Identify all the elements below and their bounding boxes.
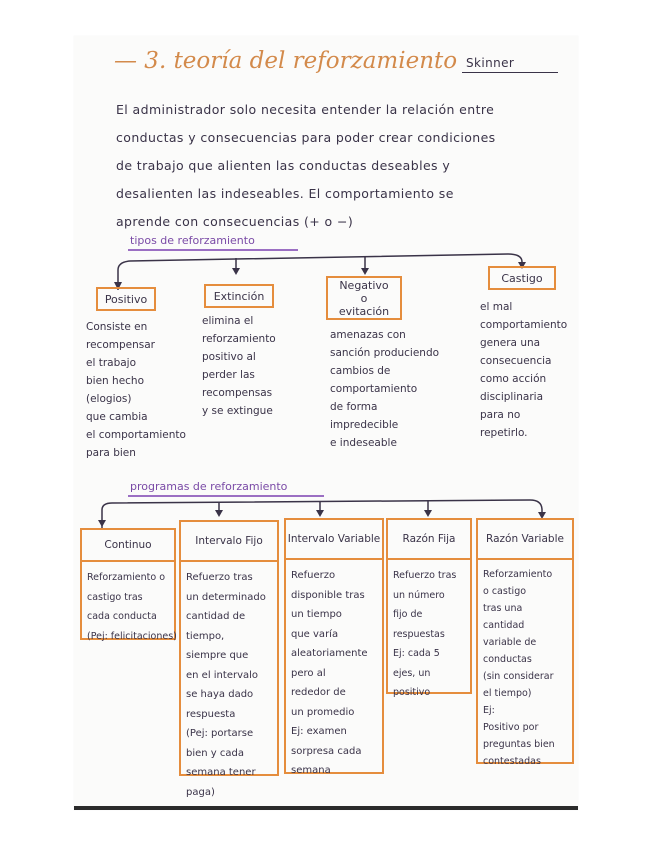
desc-line: para no bbox=[480, 409, 521, 421]
types-heading: tipos de reforzamiento bbox=[130, 234, 255, 247]
program-line: (sin considerar bbox=[483, 671, 554, 682]
desc-line: como acción bbox=[480, 373, 547, 385]
desc-line: amenazas con bbox=[330, 329, 406, 341]
program-line: cada conducta bbox=[87, 611, 157, 622]
desc-line: repetirlo. bbox=[480, 427, 528, 439]
program-body bbox=[286, 560, 382, 787]
type-label: Negativo o evitación bbox=[338, 278, 390, 318]
program-line: un número bbox=[393, 589, 445, 601]
programs-heading-underline bbox=[128, 495, 324, 497]
desc-line: el trabajo bbox=[86, 357, 137, 369]
program-line: Refuerzo tras bbox=[186, 572, 253, 583]
desc-line: recompensar bbox=[86, 339, 155, 351]
program-label: Intervalo Fijo bbox=[195, 534, 263, 547]
desc-line: comportamiento bbox=[480, 319, 568, 331]
program-line: o castigo bbox=[483, 586, 527, 597]
program-box-intervalo-fijo bbox=[179, 520, 279, 798]
program-line: cantidad bbox=[483, 620, 525, 631]
program-box-razon-fija bbox=[386, 518, 472, 698]
program-label: Razón Fija bbox=[402, 532, 456, 545]
program-line: pero al bbox=[291, 667, 326, 679]
program-line: tras una bbox=[483, 603, 523, 614]
program-line: positivo bbox=[393, 687, 431, 698]
program-line: castigo tras bbox=[87, 591, 143, 603]
program-line: respuestas bbox=[393, 628, 445, 640]
program-line: un tiempo bbox=[291, 609, 342, 620]
program-header bbox=[82, 530, 174, 562]
program-line: disponible tras bbox=[291, 589, 365, 601]
desc-line: (elogios) bbox=[86, 393, 132, 405]
intro-line: El administrador solo necesita entender la relación entre bbox=[116, 102, 495, 117]
type-box-negativo bbox=[326, 276, 402, 320]
program-line: se haya dado bbox=[186, 689, 254, 700]
program-label: Intervalo Variable bbox=[287, 532, 381, 545]
program-line: (Pej: portarse bbox=[186, 728, 254, 739]
program-body bbox=[82, 562, 177, 652]
desc-line: elimina el bbox=[202, 315, 254, 327]
intro-line: de trabajo que alienten las conductas deseables y bbox=[116, 158, 451, 173]
program-line: Ej: examen bbox=[291, 726, 347, 737]
desc-line: consecuencia bbox=[480, 355, 552, 367]
program-line: Refuerzo tras bbox=[393, 570, 457, 581]
program-line: preguntas bien bbox=[483, 739, 555, 750]
desc-line: perder las bbox=[202, 369, 255, 381]
program-line: bien y cada bbox=[186, 747, 244, 759]
type-box-positivo bbox=[96, 287, 156, 311]
program-line: el tiempo) bbox=[483, 688, 532, 699]
program-body bbox=[478, 560, 572, 776]
program-line: contestadas bbox=[483, 756, 541, 767]
desc-line: sanción produciendo bbox=[330, 347, 440, 359]
program-line: rededor de bbox=[291, 687, 346, 698]
program-body bbox=[181, 562, 277, 808]
program-header bbox=[286, 520, 382, 560]
program-line: un promedio bbox=[291, 706, 355, 718]
program-line: Reforzamiento o bbox=[87, 572, 166, 583]
page-bottom-edge bbox=[74, 806, 578, 810]
program-line: conductas bbox=[483, 654, 532, 665]
intro-paragraph bbox=[116, 96, 546, 236]
program-box-continuo bbox=[80, 528, 176, 640]
desc-line: para bien bbox=[86, 447, 136, 459]
type-box-castigo bbox=[488, 266, 556, 290]
desc-line: de forma bbox=[330, 401, 378, 413]
program-line: ejes, un bbox=[393, 667, 431, 679]
type-description-negativo bbox=[330, 326, 439, 452]
program-line: siempre que bbox=[186, 650, 249, 661]
type-label: Extinción bbox=[213, 289, 265, 303]
type-description-extincion bbox=[202, 312, 276, 420]
program-line: Refuerzo bbox=[291, 570, 336, 581]
intro-line: desalienten las indeseables. El comportamiento se bbox=[116, 186, 454, 201]
program-line: semana bbox=[291, 765, 331, 776]
desc-line: recompensas bbox=[202, 387, 273, 399]
program-line: tiempo, bbox=[186, 630, 225, 642]
program-box-intervalo-variable bbox=[284, 518, 384, 774]
desc-line: Consiste en bbox=[86, 321, 148, 333]
desc-line: bien hecho bbox=[86, 375, 145, 387]
program-body bbox=[388, 560, 470, 709]
desc-line: comportamiento bbox=[330, 383, 418, 395]
desc-line: disciplinaria bbox=[480, 391, 543, 403]
program-line: un determinado bbox=[186, 591, 266, 603]
type-description-castigo bbox=[480, 298, 567, 442]
program-line: variable de bbox=[483, 637, 537, 648]
program-label: Continuo bbox=[104, 538, 152, 551]
author-underline bbox=[462, 72, 558, 73]
type-description-positivo bbox=[86, 318, 186, 462]
program-line: cantidad de bbox=[186, 611, 246, 622]
type-box-extincion bbox=[204, 284, 274, 308]
program-label: Razón Variable bbox=[486, 532, 564, 545]
program-line: semana tener bbox=[186, 767, 256, 778]
page-title: — 3. teoría del reforzamiento bbox=[114, 48, 458, 74]
program-line: aleatoriamente bbox=[291, 648, 368, 659]
intro-line: aprende con consecuencias (+ o −) bbox=[116, 214, 354, 229]
desc-line: e indeseable bbox=[330, 437, 397, 449]
program-header bbox=[181, 522, 277, 562]
program-line: sorpresa cada bbox=[291, 745, 362, 757]
program-line: en el intervalo bbox=[186, 669, 259, 681]
desc-line: el comportamiento bbox=[86, 429, 186, 441]
desc-line: reforzamiento bbox=[202, 333, 276, 345]
program-line: (Pej: felicitaciones) bbox=[87, 630, 177, 642]
program-header bbox=[388, 520, 470, 560]
desc-line: y se extingue bbox=[202, 405, 273, 417]
desc-line: cambios de bbox=[330, 365, 391, 377]
types-heading-underline bbox=[128, 249, 298, 251]
author-name: Skinner bbox=[466, 56, 515, 70]
type-label: Positivo bbox=[104, 292, 148, 306]
desc-line: genera una bbox=[480, 337, 541, 349]
program-header bbox=[478, 520, 572, 560]
programs-heading: programas de reforzamiento bbox=[130, 480, 288, 493]
program-line: paga) bbox=[186, 786, 215, 798]
program-line: Reforzamiento bbox=[483, 569, 553, 580]
desc-line: el mal bbox=[480, 301, 513, 313]
desc-line: impredecible bbox=[330, 419, 399, 431]
program-line: Positivo por bbox=[483, 722, 539, 733]
program-line: Ej: cada 5 bbox=[393, 648, 440, 659]
type-label: Castigo bbox=[501, 271, 543, 285]
desc-line: que cambia bbox=[86, 411, 148, 423]
program-box-razon-variable bbox=[476, 518, 574, 767]
program-line: que varía bbox=[291, 628, 339, 640]
desc-line: positivo al bbox=[202, 351, 256, 363]
program-line: respuesta bbox=[186, 708, 236, 720]
intro-line: conductas y consecuencias para poder crear condiciones bbox=[116, 130, 496, 145]
program-line: Ej: bbox=[483, 705, 495, 716]
program-line: fijo de bbox=[393, 609, 423, 620]
